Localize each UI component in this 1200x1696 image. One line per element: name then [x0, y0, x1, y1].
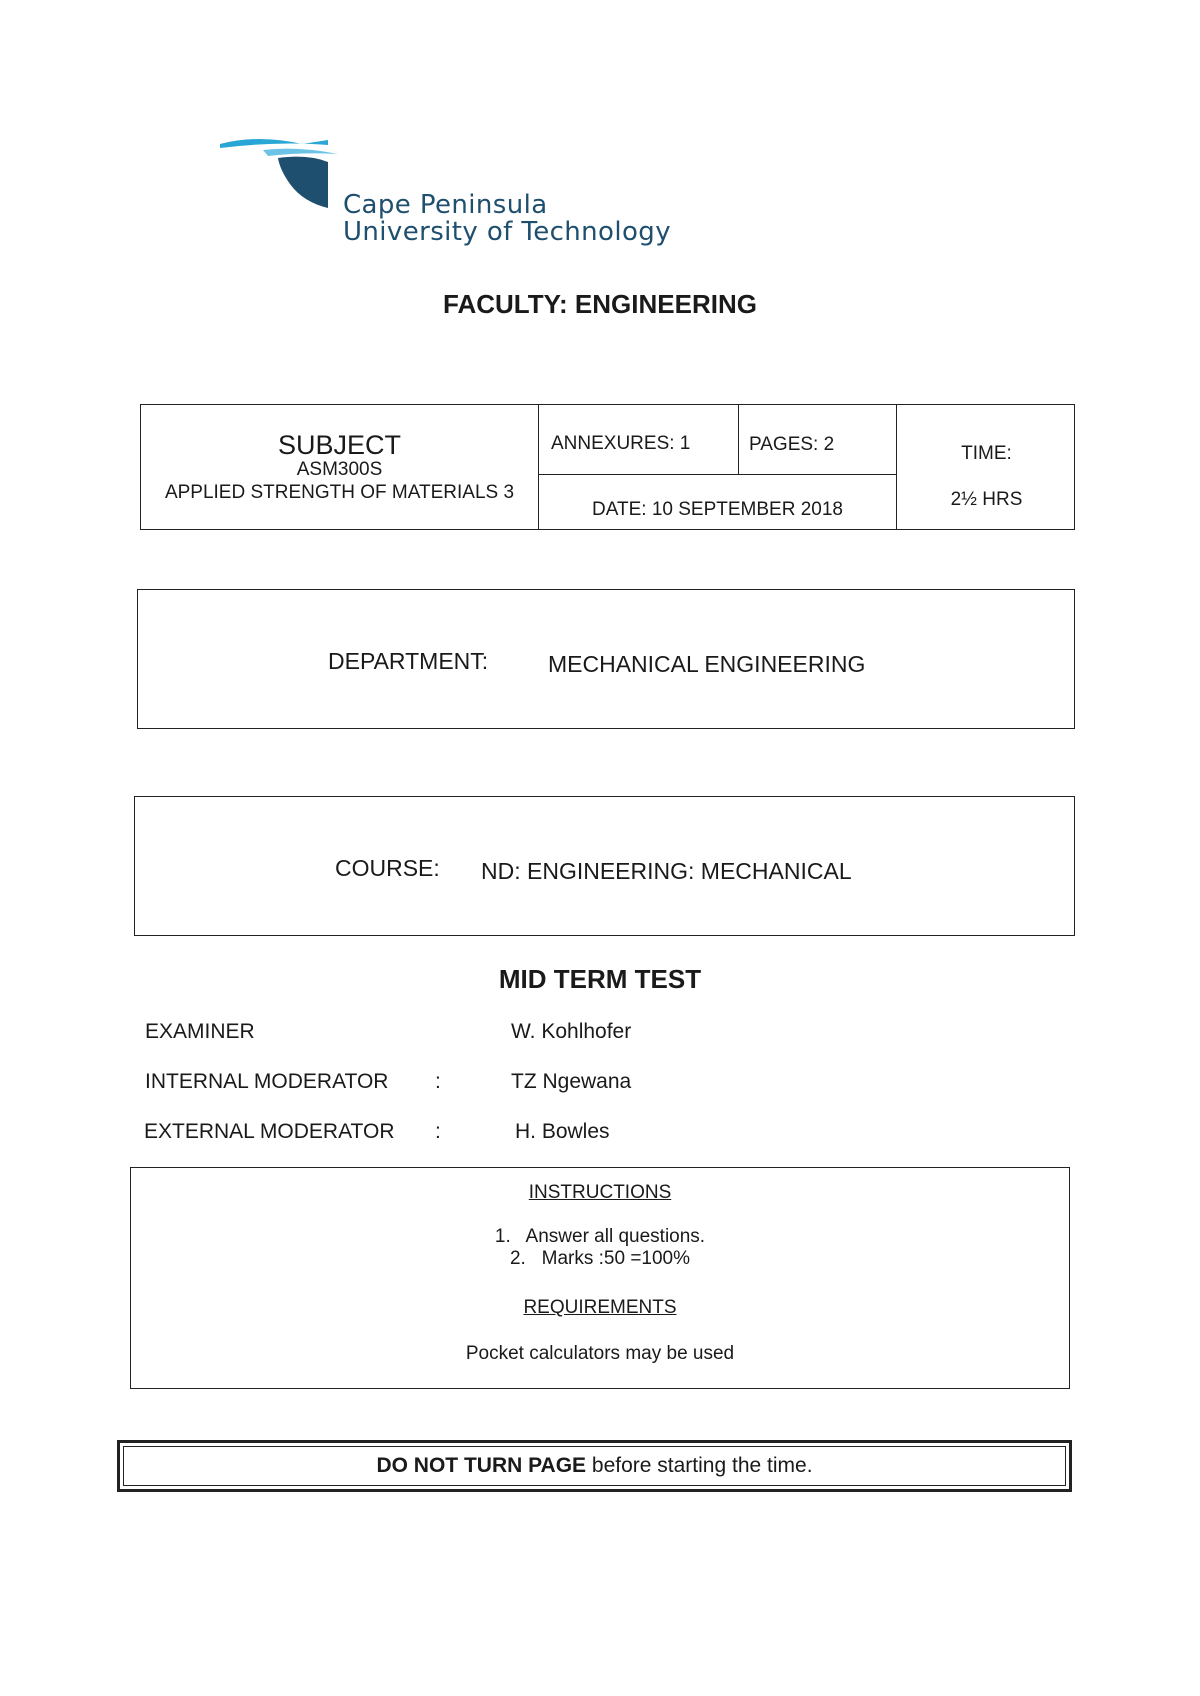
time-label: TIME: [961, 443, 1012, 464]
subject-heading: SUBJECT [277, 430, 402, 460]
staff-role: EXTERNAL MODERATOR [144, 1120, 395, 1143]
staff-role: INTERNAL MODERATOR [145, 1070, 389, 1093]
department-box [137, 589, 1075, 729]
notice-box [117, 1440, 1072, 1492]
logo-text [343, 192, 671, 246]
staff-name: H. Bowles [515, 1120, 610, 1143]
annexures-cell: ANNEXURES: 1 [539, 405, 739, 475]
test-title: MID TERM TEST [498, 964, 702, 994]
course-label: COURSE: [335, 855, 440, 881]
staff-role: EXAMINER [145, 1020, 255, 1043]
requirements-heading: REQUIREMENTS [523, 1297, 677, 1318]
instructions-heading: INSTRUCTIONS [528, 1182, 672, 1203]
subject-table [140, 404, 1075, 530]
staff-name: W. Kohlhofer [511, 1020, 632, 1043]
subject-code: ASM300S [296, 459, 383, 480]
instruction-item: 1. Answer all questions. [494, 1226, 706, 1247]
time-cell [896, 405, 1076, 529]
staff-colon: : [435, 1120, 441, 1143]
logo-line-2: University of Technology [343, 217, 671, 247]
subject-name: APPLIED STRENGTH OF MATERIALS 3 [164, 482, 515, 503]
notice-text [123, 1446, 1066, 1486]
staff-colon: : [435, 1070, 441, 1093]
course-box [134, 796, 1075, 936]
notice-bold: DO NOT TURN PAGE [376, 1454, 587, 1477]
cput-swoosh-icon [218, 136, 343, 216]
requirements-text: Pocket calculators may be used [465, 1343, 735, 1364]
instructions-box [130, 1167, 1070, 1389]
pages-cell: PAGES: 2 [739, 405, 896, 475]
staff-name: TZ Ngewana [511, 1070, 632, 1093]
instruction-item: 2. Marks :50 =100% [509, 1248, 691, 1269]
logo-line-1: Cape Peninsula [343, 190, 548, 220]
subject-cell [141, 405, 539, 529]
faculty-heading: FACULTY: ENGINEERING [443, 289, 757, 319]
course-value: ND: ENGINEERING: MECHANICAL [481, 858, 852, 884]
date-cell: DATE: 10 SEPTEMBER 2018 [592, 499, 843, 520]
university-logo [218, 136, 738, 256]
department-value: MECHANICAL ENGINEERING [548, 651, 866, 677]
department-label: DEPARTMENT: [328, 648, 489, 674]
notice-rest: before starting the time. [586, 1454, 813, 1477]
time-value: 2½ HRS [950, 489, 1023, 510]
